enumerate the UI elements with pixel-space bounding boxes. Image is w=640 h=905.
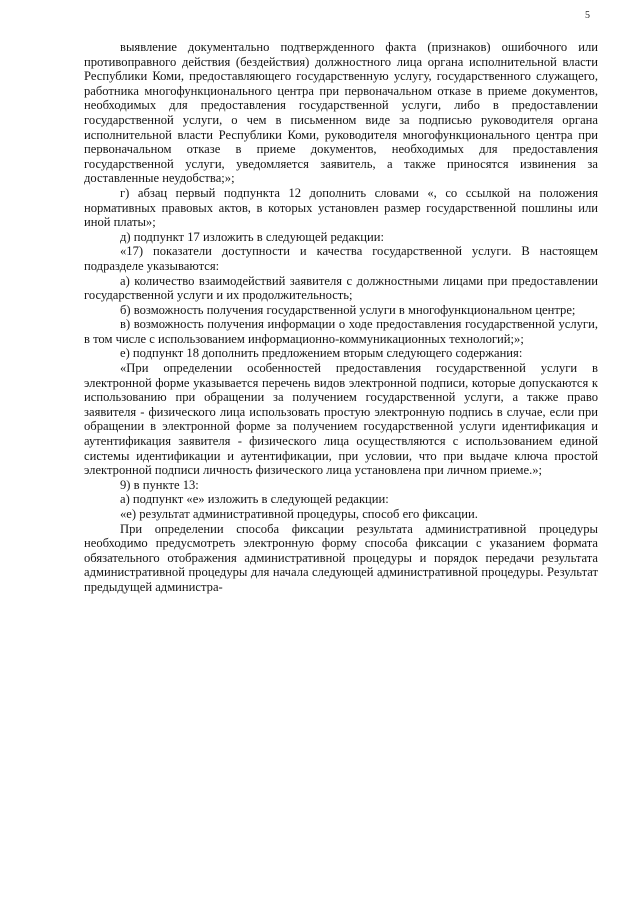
paragraph: 9) в пункте 13: (120, 477, 199, 492)
document-body (84, 40, 598, 595)
paragraph: выявление документально подтвержденного факта (признаков) ошибочного или противоправного действия (бездействия) должностного лица органа исполнительной власти Республики Коми, предоставляющего государственную услугу, государственного служащего, работника многофункционального центра при первоначальном отказе в приеме документов, необходимых для предоставления государственной услуги, либо в предоставлении государственной услуги, о чем в письменном виде за подписью руководителя органа исполнительной власти Республики Коми, руководителя многофункционального центра при первоначальном отказе в приеме документов, необходимых для предоставления государственной услуги, уведомляется заявитель, а также приносятся извинения за доставленные неудобства;»; (84, 40, 598, 186)
paragraph: г) абзац первый подпункта 12 дополнить словами «, со ссылкой на положения нормативных правовых актов, в которых установлен размер государственной пошлины или иной платы»; (84, 185, 598, 230)
paragraph: «17) показатели доступности и качества государственной услуги. В настоящем подразделе указываются: (84, 244, 598, 273)
paragraph: «При определении особенностей предоставления государственной услуги в электронной форме указывается перечень видов электронной подписи, которые допускаются к использованию при обращении за получением государственной услуги, а также право заявителя - физического лица использовать простую электронную подпись в случае, если при обращении в электронной форме за получением государственной услуги идентификация и аутентификация заявителя - физического лица осуществляются с использованием единой системы идентификации и аутентификации, при условии, что при выдаче ключа простой электронной подписи личность физического лица установлена при личном приеме.»; (84, 361, 598, 478)
paragraph: а) подпункт «е» изложить в следующей редакции: (120, 492, 389, 507)
paragraph: б) возможность получения государственной услуги в многофункциональном центре; (120, 302, 576, 317)
paragraph: «е) результат административной процедуры, способ его фиксации. (120, 507, 478, 521)
paragraph: д) подпункт 17 изложить в следующей редакции: (120, 229, 385, 244)
paragraph: При определении способа фиксации результата административной процедуры необходимо предусмотреть электронную форму способа фиксации с указанием формата обязательного отображения административной процедуры и порядок передачи результата административной процедуры для начала следующей административной процедуры. Результат предыдущей администра- (84, 521, 598, 594)
paragraph: в) возможность получения информации о ходе предоставления государственной услуги, в том числе с использованием информационно-коммуникационных технологий;»; (84, 317, 598, 346)
paragraph: а) количество взаимодействий заявителя с должностными лицами при предоставлении государственной услуги и их продолжительность; (84, 273, 598, 303)
page-number: 5 (585, 10, 590, 21)
paragraph: е) подпункт 18 дополнить предложением вторым следующего содержания: (120, 346, 523, 361)
